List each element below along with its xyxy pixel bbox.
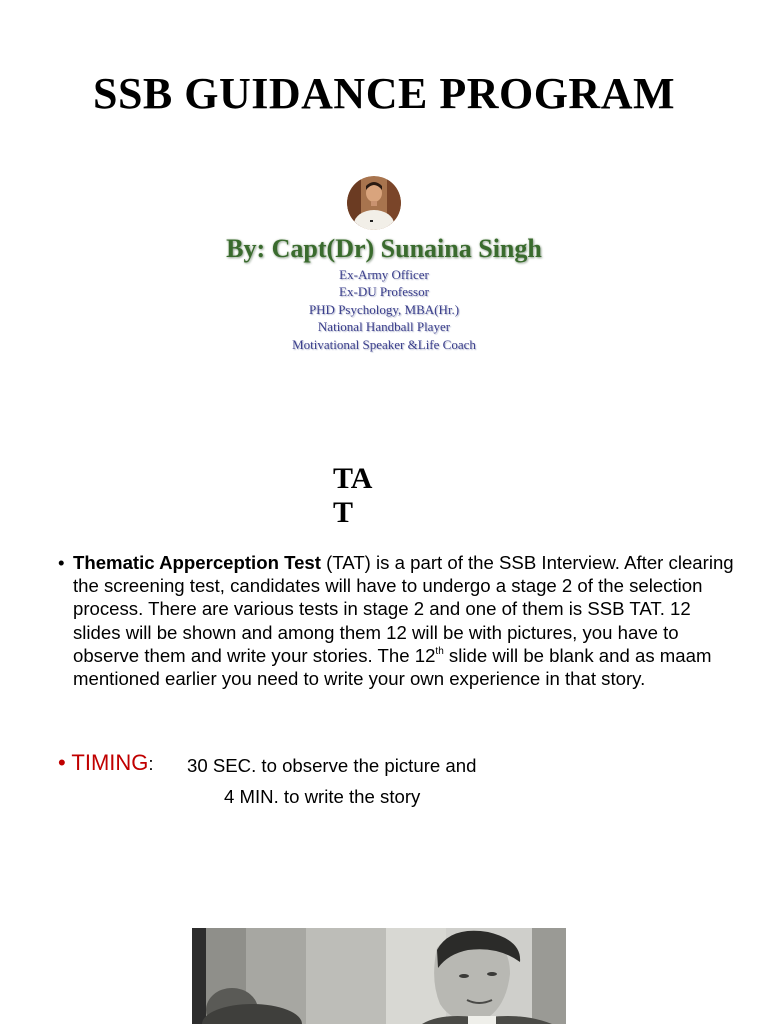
- text-segment: slide will be blank and as maam mentioned earlier you need to write your own experience in that story.: [73, 644, 712, 690]
- timing-label-text: TIMING: [71, 750, 149, 775]
- bullet-icon: •: [58, 552, 65, 573]
- author-credentials: [0, 266, 768, 353]
- credential-line: National Handball Player: [317, 319, 451, 335]
- author-byline: By: Capt(Dr) Sunaina Singh: [226, 234, 542, 263]
- timing-section: [58, 750, 738, 807]
- tat-description-text: [73, 551, 738, 690]
- author-avatar: [347, 176, 401, 230]
- text-segment: (TAT) is a part of the SSB Interview. After clearing the screening test, candidates will have to undergo a stage 2 of the selection process. There are various tests in stage 2 and one of them is SSB TAT. 12 slides will be shown and among them 12 will be with pictures, you have to observe them and write your stories. The 12: [73, 552, 734, 666]
- credential-line: PHD Psychology, MBA(Hr.): [308, 301, 460, 317]
- timing-colon: :: [148, 753, 154, 774]
- bullet-icon: •: [58, 750, 66, 775]
- heading-line: T: [333, 496, 354, 529]
- heading-line: TA: [333, 462, 373, 495]
- credential-line: Ex-Army Officer: [339, 267, 429, 282]
- superscript: th: [435, 645, 444, 657]
- section-heading-tat: [333, 462, 372, 530]
- tat-sample-picture: [192, 928, 566, 1024]
- timing-line-2: 4 MIN. to write the story: [224, 786, 421, 807]
- credential-line: Motivational Speaker &Life Coach: [292, 336, 476, 352]
- page-title: SSB GUIDANCE PROGRAM: [92, 69, 676, 118]
- timing-line-1: 30 SEC. to observe the picture and: [187, 755, 477, 776]
- timing-label: [58, 750, 148, 775]
- credential-line: Ex-DU Professor: [339, 284, 429, 300]
- bold-lead: Thematic Apperception Test: [73, 552, 321, 573]
- tat-description: [58, 551, 738, 690]
